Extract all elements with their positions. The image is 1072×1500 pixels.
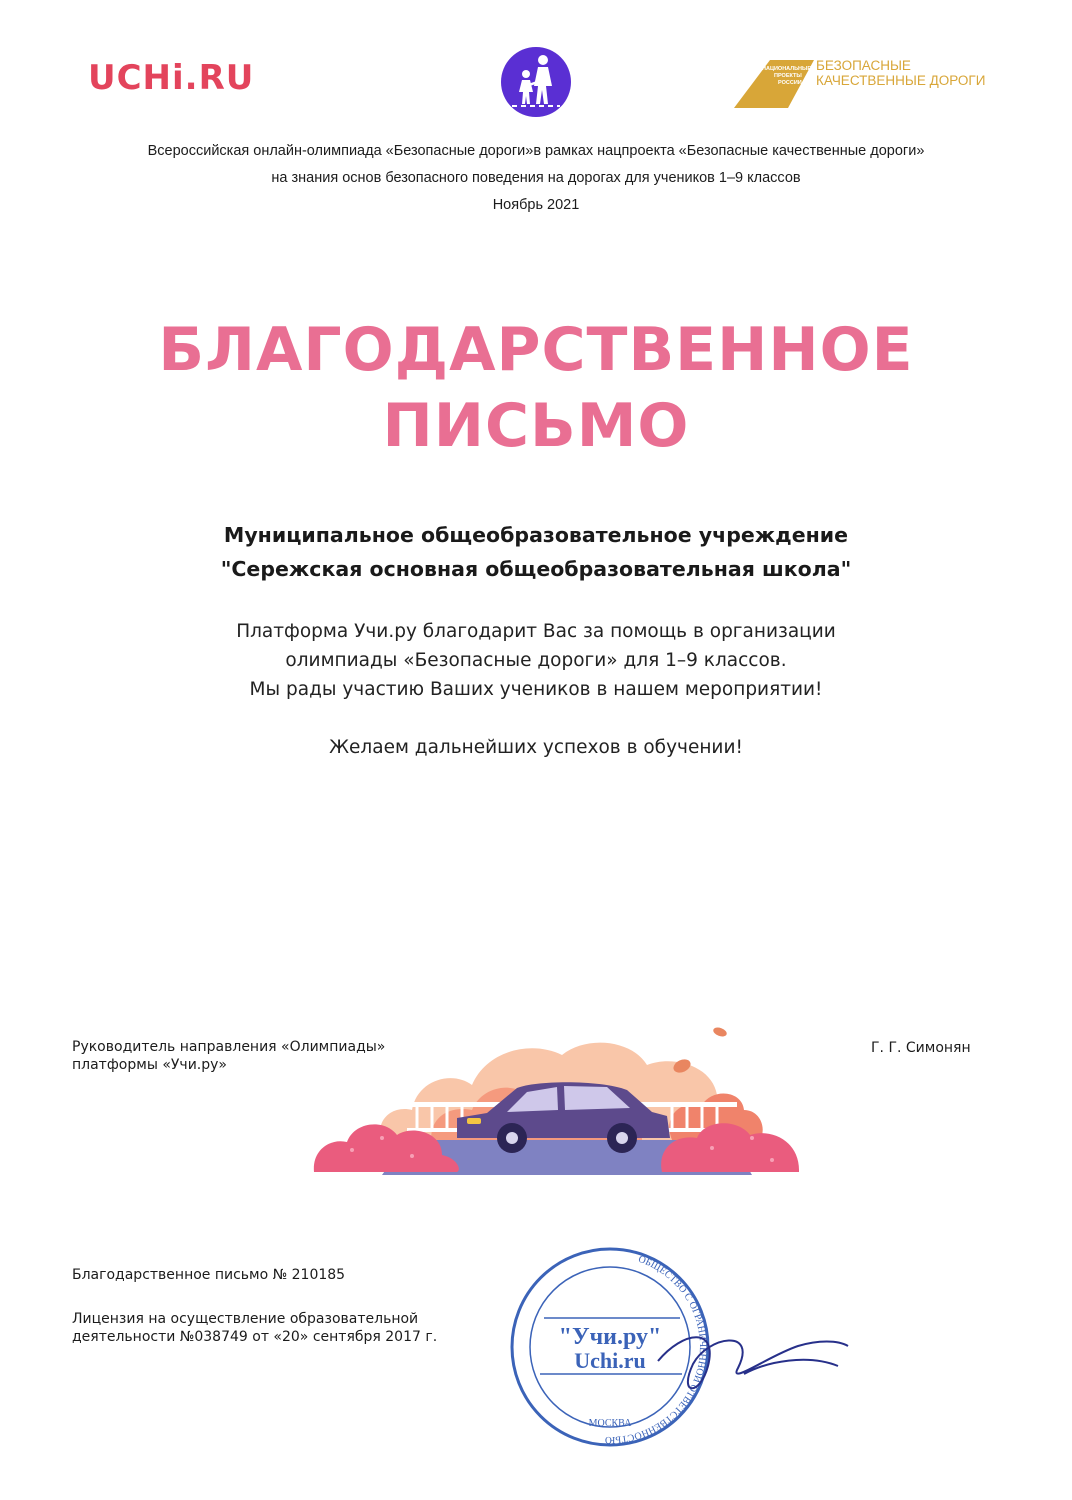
title-line-1: БЛАГОДАРСТВЕННОЕ: [158, 315, 914, 385]
body-line-2: олимпиады «Безопасные дороги» для 1–9 классов.: [285, 650, 787, 671]
stamp-name-en: Uchi.ru: [574, 1348, 646, 1373]
np-name-line-1: БЕЗОПАСНЫЕ: [816, 58, 911, 73]
recipient-line-1: Муниципальное общеобразовательное учреждение: [223, 523, 849, 547]
title-line-2: ПИСЬМО: [382, 391, 690, 461]
director-position: [72, 1038, 385, 1074]
car-illustration: [312, 1010, 802, 1175]
signer-name: Г. Г. Симонян: [871, 1040, 971, 1056]
license-info: [72, 1310, 437, 1346]
official-stamp-and-signature: [508, 1236, 852, 1458]
document-title: [0, 312, 1072, 464]
body-line-1: Платформа Учи.ру благодарит Вас за помощь в организации: [236, 621, 836, 642]
pedestrian-children-icon: [500, 46, 572, 118]
national-project-name: [816, 58, 985, 88]
np-name-line-2: КАЧЕСТВЕННЫЕ ДОРОГИ: [816, 73, 986, 88]
header-line-1: Всероссийская онлайн-олимпиада «Безопасные дороги»в рамках нацпроекта «Безопасные качественные дороги»: [147, 143, 925, 159]
np-small-label-3: РОССИИ: [778, 80, 802, 86]
director-line-2: платформы «Учи.ру»: [72, 1057, 227, 1073]
recipient-line-2: "Сережская основная общеобразовательная школа": [220, 557, 852, 581]
stamp-city: МОСКВА: [588, 1418, 632, 1429]
stamp-name-ru: "Учи.ру": [558, 1324, 662, 1350]
wish-text: Желаем дальнейших успехов в обучении!: [329, 737, 743, 758]
stamp-ring-text: ОБЩЕСТВО С ОГРАНИЧЕННОЙ ОТВЕТСТВЕННОСТЬЮ: [605, 1253, 709, 1446]
uchi-logo: UCHi.RU: [88, 58, 255, 98]
license-line-1: Лицензия на осуществление образовательной: [72, 1311, 419, 1327]
header-date: Ноябрь 2021: [492, 197, 580, 213]
np-small-label-2: ПРОЕКТЫ: [774, 73, 802, 79]
certificate-number: Благодарственное письмо № 210185: [72, 1267, 346, 1283]
director-line-1: Руководитель направления «Олимпиады»: [72, 1039, 386, 1055]
recipient-organization: [0, 518, 1072, 586]
olympiad-description: [0, 138, 1072, 219]
header-line-2: на знания основ безопасного поведения на дорогах для учеников 1–9 классов: [271, 170, 801, 186]
np-small-label-1: НАЦИОНАЛЬНЫЕ: [762, 66, 812, 72]
gratitude-text: [0, 617, 1072, 704]
license-line-2: деятельности №038749 от «20» сентября 2017 г.: [72, 1329, 438, 1345]
body-line-3: Мы рады участию Ваших учеников в нашем мероприятии!: [249, 679, 823, 700]
